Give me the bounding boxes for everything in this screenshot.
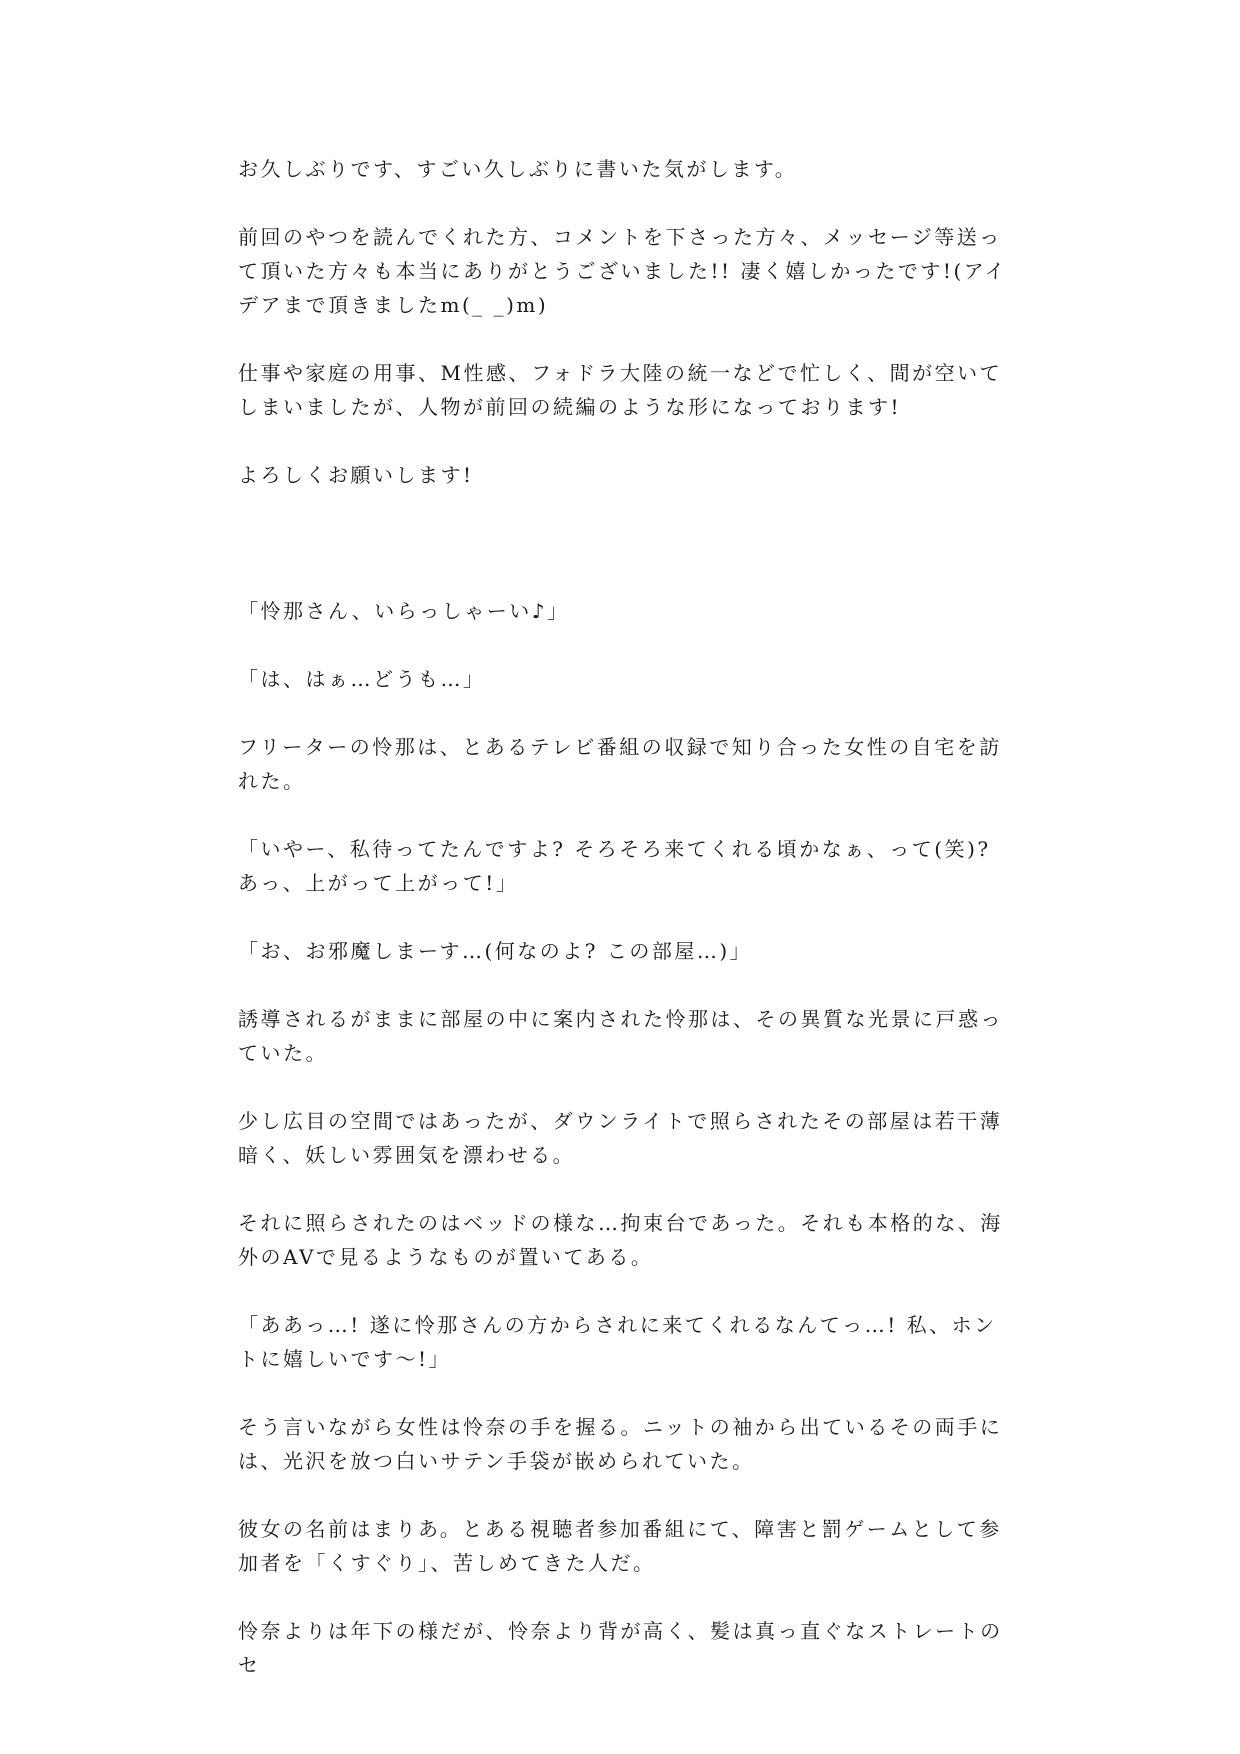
story-paragraph-1: 「怜那さん、いらっしゃーい♪」 (238, 599, 570, 623)
intro-paragraph-2: 前回のやつを読んでくれた方、コメントを下さった方々、メッセージ等送って頂いた方々も本当にありがとうございました!! 凄く嬉しかったです!(アイデアまで頂きましたm(_ _)m) (238, 225, 1007, 317)
story-paragraph-12: 怜奈よりは年下の様だが、怜奈より背が高く、髪は真っ直ぐなストレートのセ (238, 1619, 1003, 1677)
intro-section (238, 152, 1008, 492)
document-body (238, 152, 1008, 1682)
story-paragraph-5: 「お、お邪魔しまーす…(何なのよ? この部屋…)」 (238, 939, 753, 963)
story-section (238, 594, 1008, 1682)
story-paragraph-11: 彼女の名前はまりあ。とある視聴者参加番組にて、障害と罰ゲームとして参加者を「くすぐり」、苦しめてきた人だ。 (238, 1517, 1002, 1575)
story-paragraph-6: 誘導されるがままに部屋の中に案内された怜那は、その異質な光景に戸惑っていた。 (238, 1007, 1003, 1065)
intro-paragraph-1: お久しぶりです、すごい久しぶりに書いた気がします。 (238, 157, 798, 181)
story-paragraph-10: そう言いながら女性は怜奈の手を握る。ニットの袖から出ているその両手には、光沢を放つ白いサテン手袋が嵌められていた。 (238, 1415, 1003, 1473)
intro-paragraph-4: よろしくお願いします! (238, 463, 474, 487)
story-paragraph-4: 「いやー、私待ってたんですよ? そろそろ来てくれる頃かなぁ、って(笑)? あっ、上がって上がって!」 (238, 837, 1000, 895)
section-gap (238, 492, 1008, 594)
story-paragraph-2: 「は、はぁ…どうも…」 (238, 667, 486, 691)
intro-paragraph-3: 仕事や家庭の用事、M性感、フォドラ大陸の統一などで忙しく、間が空いてしまいましたが、人物が前回の続編のような形になっております! (238, 361, 1003, 419)
story-paragraph-7: 少し広目の空間ではあったが、ダウンライトで照らされたその部屋は若干薄暗く、妖しい雰囲気を漂わせる。 (238, 1109, 1003, 1167)
story-paragraph-9: 「ああっ…! 遂に怜那さんの方からされに来てくれるなんてっ…! 私、ホントに嬉しいです〜!」 (238, 1313, 997, 1371)
story-paragraph-3: フリーターの怜那は、とあるテレビ番組の収録で知り合った女性の自宅を訪れた。 (238, 735, 1002, 793)
story-paragraph-8: それに照らされたのはベッドの様な…拘束台であった。それも本格的な、海外のAVで見るようなものが置いてある。 (238, 1211, 1003, 1269)
